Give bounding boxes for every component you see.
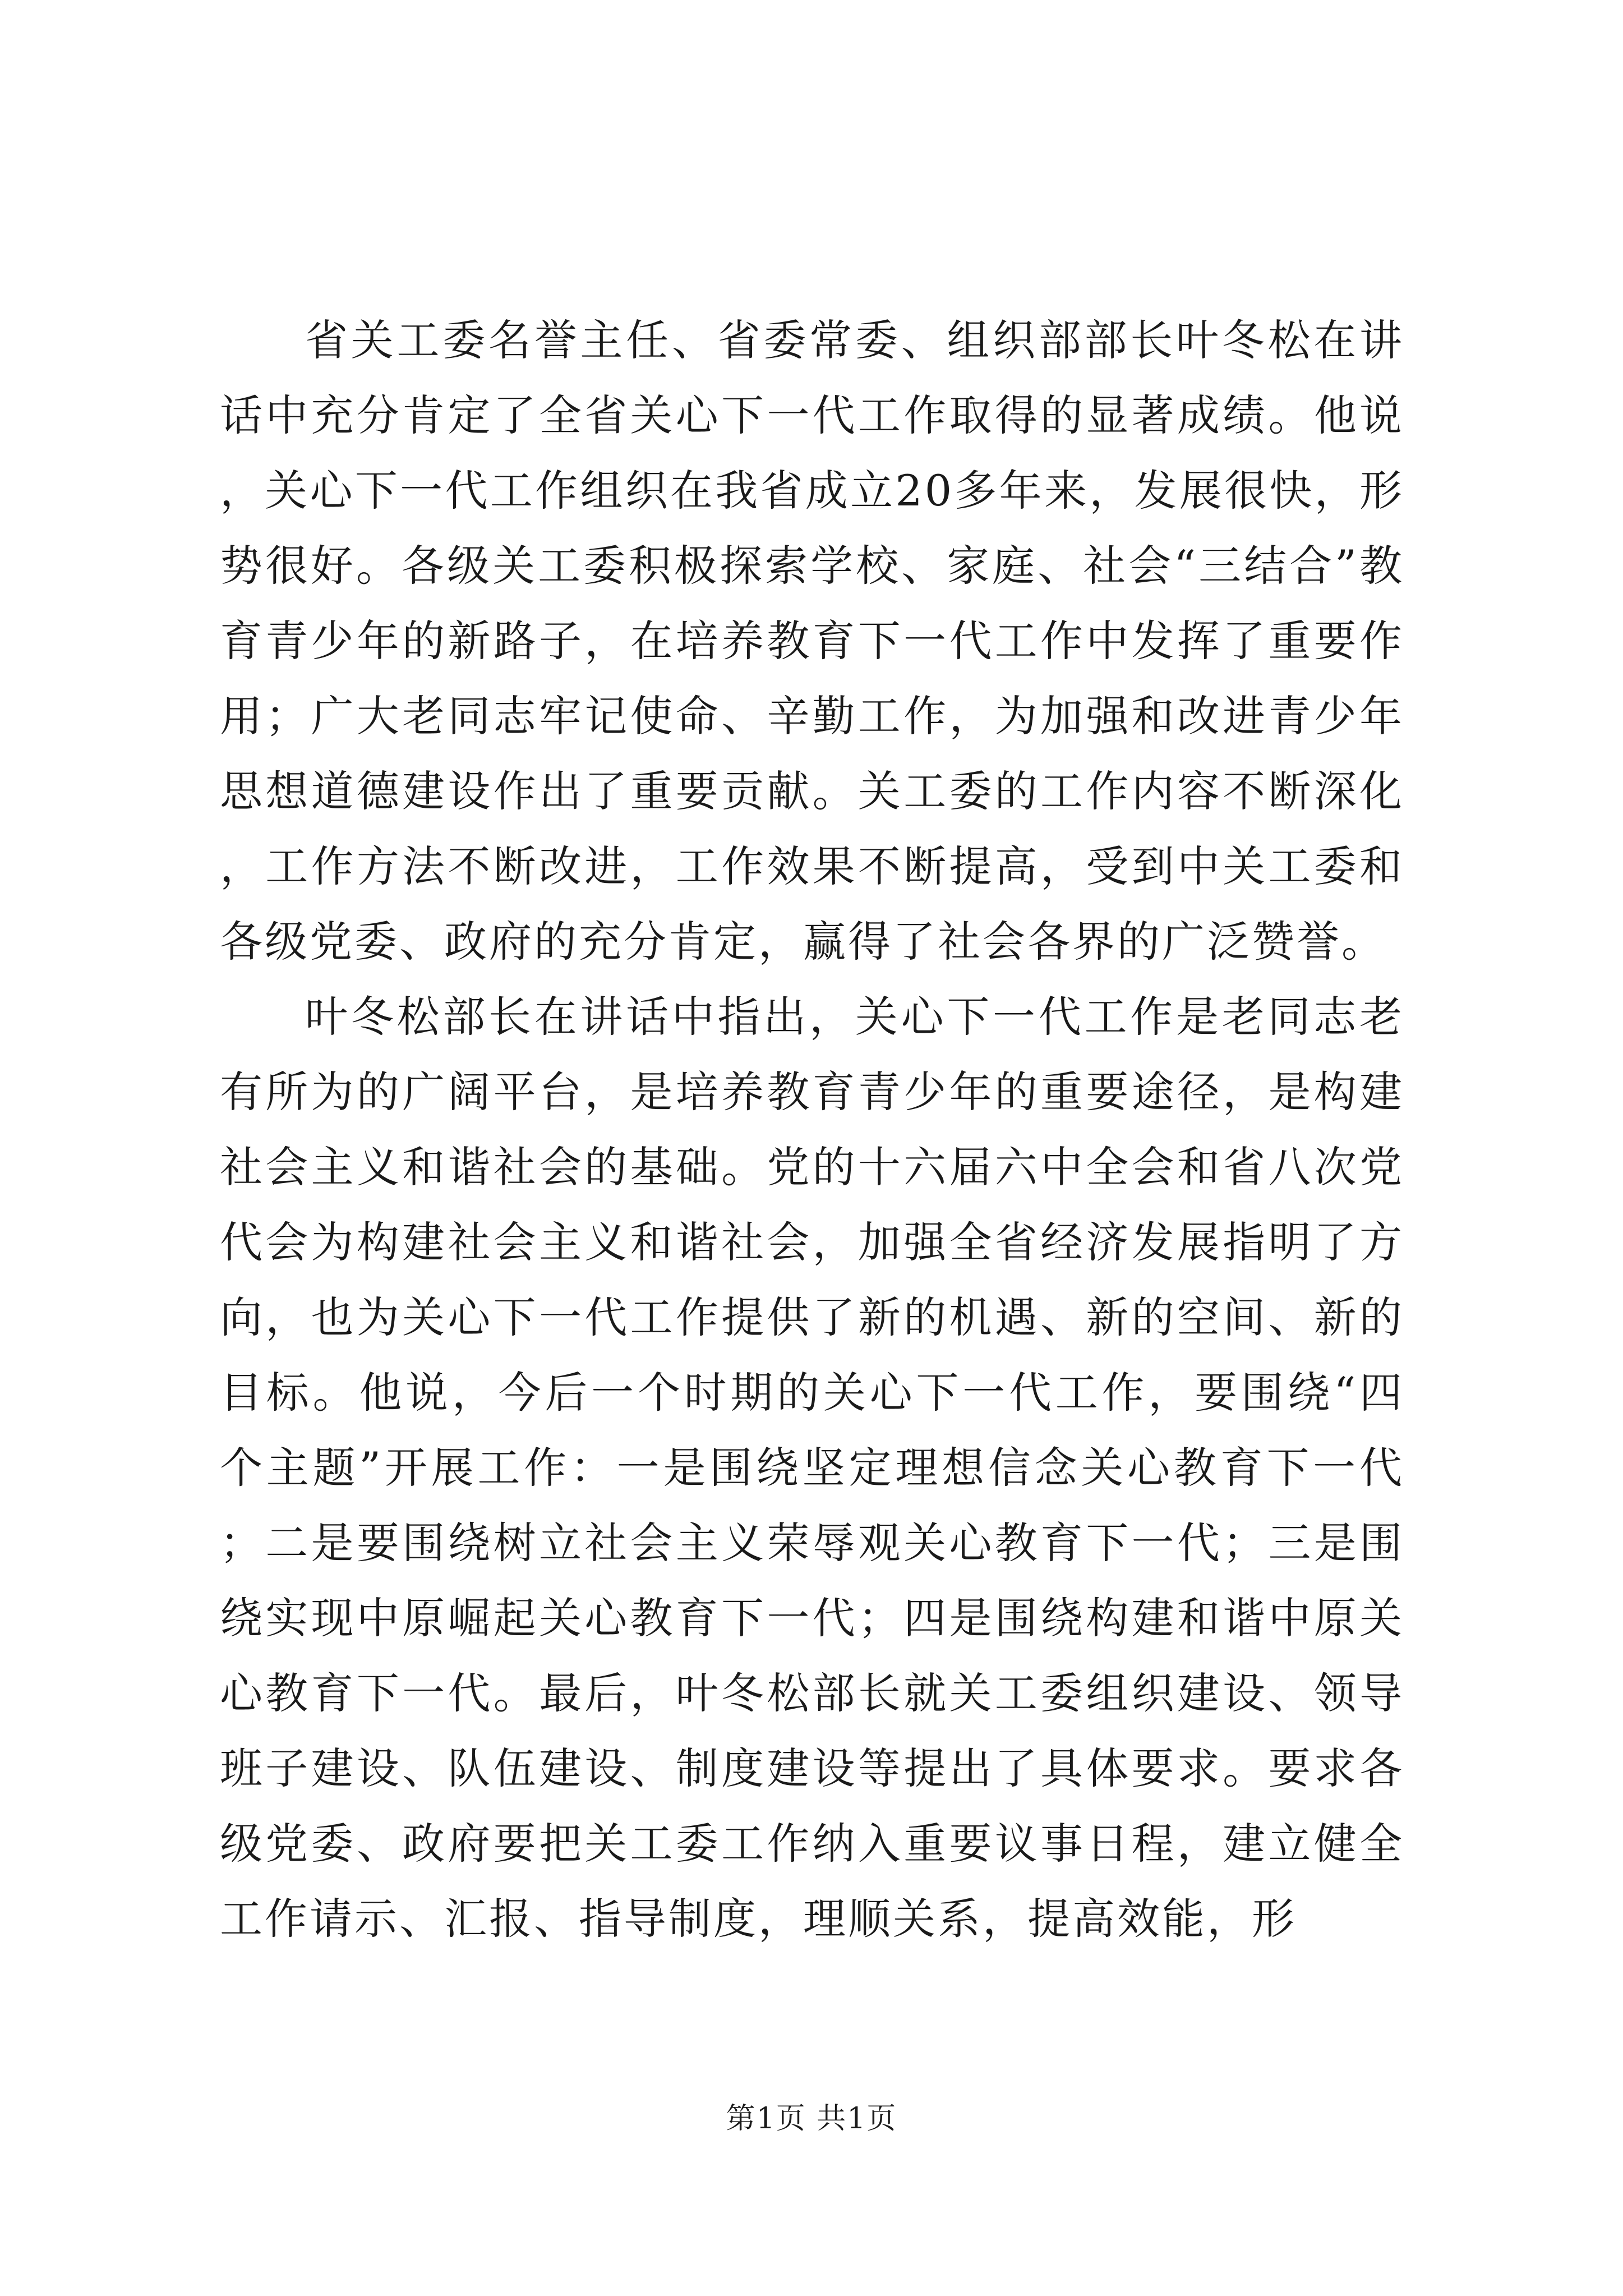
document-body	[220, 303, 1404, 1957]
paragraph-1: 省关工委名誉主任、省委常委、组织部部长叶冬松在讲话中充分肯定了全省关心下一代工作取得的显著成绩。他说，关心下一代工作组织在我省成立20多年来，发展很快，形势很好。各级关工委积极探索学校、家庭、社会“三结合”教育青少年的新路子，在培养教育下一代工作中发挥了重要作用；广大老同志牢记使命、辛勤工作，为加强和改进青少年思想道德建设作出了重要贡献。关工委的工作内容不断深化，工作方法不断改进，工作效果不断提高，受到中关工委和各级党委、政府的充分肯定，赢得了社会各界的广泛赞誉。	[220, 315, 1404, 967]
paragraph-2: 叶冬松部长在讲话中指出，关心下一代工作是老同志老有所为的广阔平台，是培养教育青少年的重要途径，是构建社会主义和谐社会的基础。党的十六届六中全会和省八次党代会为构建社会主义和谐社会，加强全省经济发展指明了方向，也为关心下一代工作提供了新的机遇、新的空间、新的目标。他说，今后一个时期的关心下一代工作，要围绕“四个主题”开展工作：一是围绕坚定理想信念关心教育下一代；二是要围绕树立社会主义荣辱观关心教育下一代；三是围绕实现中原崛起关心教育下一代；四是围绕构建和谐中原关心教育下一代。最后，叶冬松部长就关工委组织建设、领导班子建设、队伍建设、制度建设等提出了具体要求。要求各级党委、政府要把关工委工作纳入重要议事日程，建立健全工作请示、汇报、指导制度，理顺关系，提高效能，形	[220, 992, 1404, 1944]
page-footer: 第1页 共1页	[726, 2102, 897, 2136]
